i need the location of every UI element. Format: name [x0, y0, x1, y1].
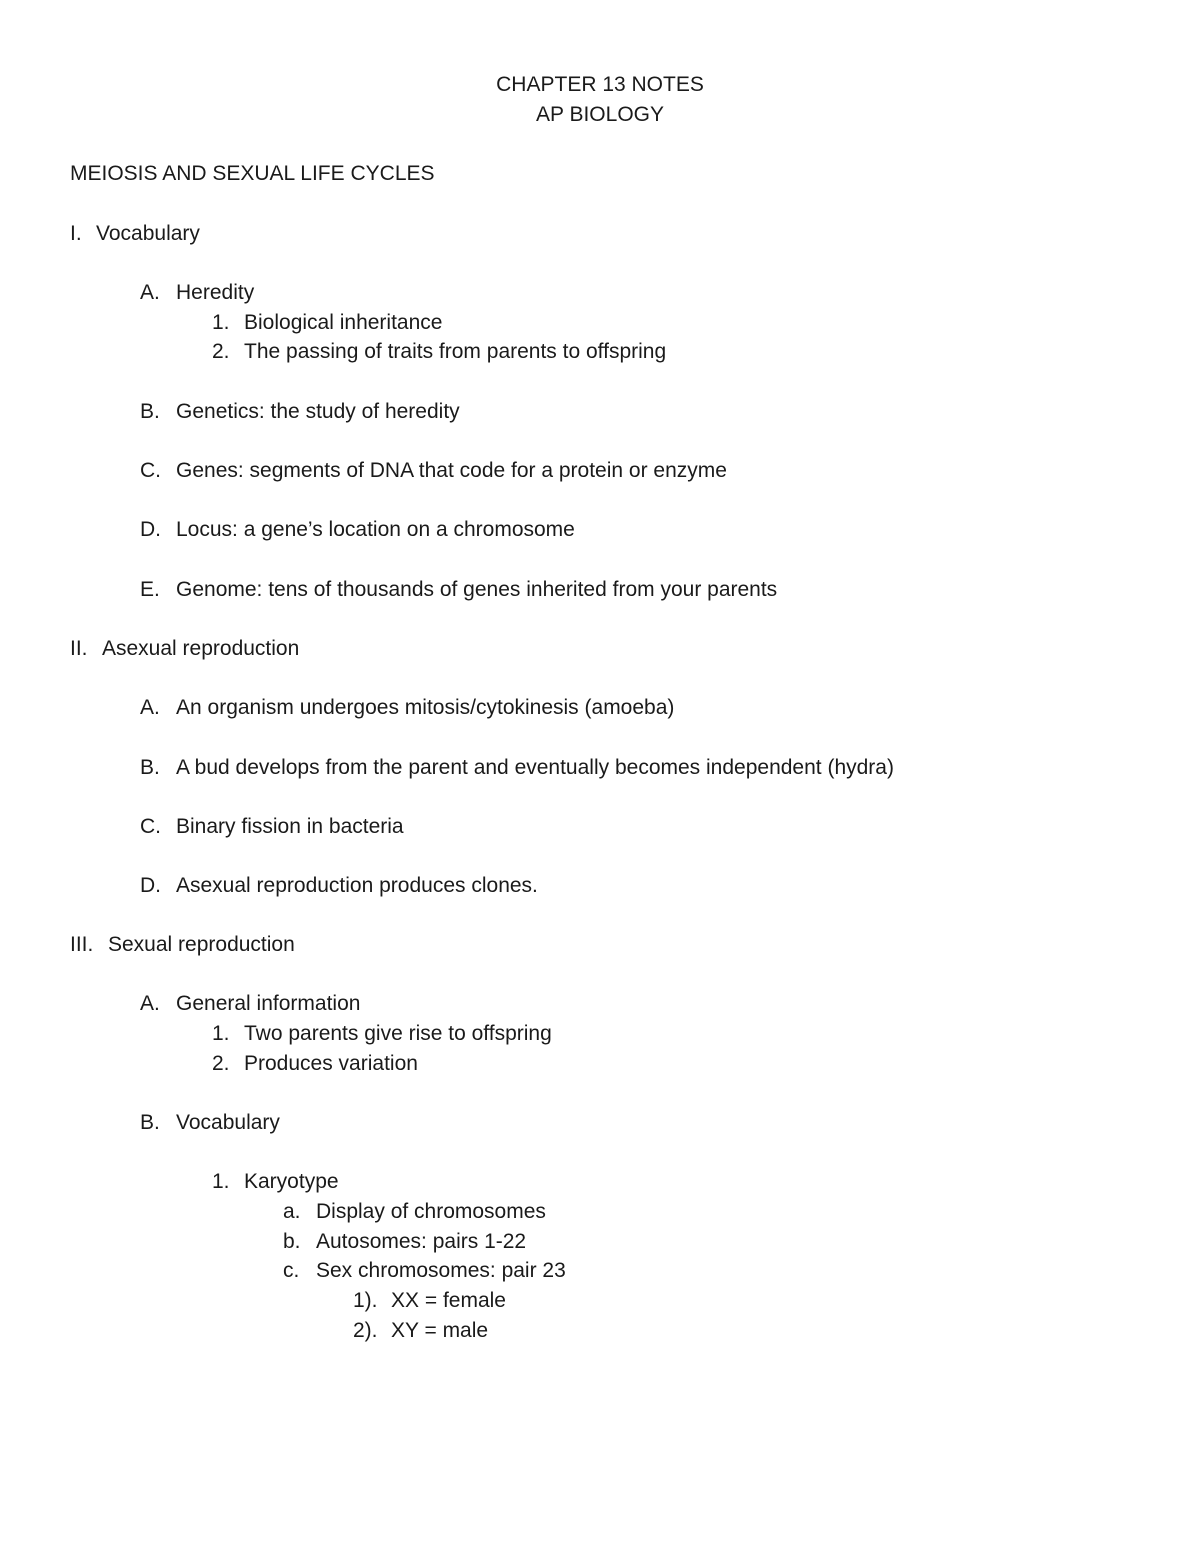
outline-item-I-C [140, 459, 727, 483]
outline-item-II-C [140, 815, 404, 839]
outline-label: 2. [212, 1052, 230, 1075]
outline-label: A. [140, 696, 160, 719]
outline-label: 2. [212, 340, 230, 363]
document-subtitle: AP BIOLOGY [536, 103, 664, 126]
outline-text: Display of chromosomes [316, 1200, 546, 1223]
outline-text: Autosomes: pairs 1-22 [316, 1230, 527, 1253]
outline-item-I [70, 222, 200, 246]
outline-text: XX = female [391, 1289, 506, 1312]
section-heading: MEIOSIS AND SEXUAL LIFE CYCLES [70, 162, 435, 185]
outline-text: Two parents give rise to offspring [244, 1022, 552, 1045]
outline-item-II [70, 637, 299, 661]
outline-text: An organism undergoes mitosis/cytokinesis (amoeba) [176, 696, 675, 719]
outline-label: 1). [353, 1289, 378, 1312]
outline-item-II-D [140, 874, 538, 898]
outline-item-III-B-1-c-2 [353, 1319, 488, 1343]
outline-text: Vocabulary [96, 222, 200, 245]
outline-label: III. [70, 933, 94, 956]
outline-text: Binary fission in bacteria [176, 815, 404, 838]
outline-item-III-B-1-a [283, 1200, 546, 1224]
outline-label: D. [140, 874, 161, 897]
outline-label: C. [140, 815, 161, 838]
outline-item-III-B-1-c [283, 1259, 566, 1283]
outline-label: I. [70, 222, 82, 245]
outline-item-III-A-1 [212, 1022, 552, 1046]
outline-label: b. [283, 1230, 301, 1253]
outline-text: Karyotype [244, 1170, 339, 1193]
outline-label: D. [140, 518, 161, 541]
outline-label: A. [140, 281, 160, 304]
outline-label: 1. [212, 311, 230, 334]
outline-text: Asexual reproduction [102, 637, 300, 660]
outline-item-III-A [140, 992, 360, 1016]
outline-text: Sex chromosomes: pair 23 [316, 1259, 566, 1282]
outline-item-II-B [140, 756, 894, 780]
outline-label: 2). [353, 1319, 378, 1342]
outline-text: Produces variation [244, 1052, 418, 1075]
outline-item-I-A-2 [212, 340, 666, 364]
outline-text: Sexual reproduction [108, 933, 295, 956]
outline-text: Heredity [176, 281, 255, 304]
outline-item-III [70, 933, 295, 957]
outline-label: c. [283, 1259, 300, 1282]
outline-text: General information [176, 992, 361, 1015]
outline-text: Genes: segments of DNA that code for a protein or enzyme [176, 459, 727, 482]
outline-label: B. [140, 1111, 160, 1134]
outline-label: B. [140, 756, 160, 779]
outline-item-II-A [140, 696, 674, 720]
outline-text: XY = male [391, 1319, 489, 1342]
outline-text: A bud develops from the parent and eventually becomes independent (hydra) [176, 756, 894, 779]
outline-text: The passing of traits from parents to offspring [244, 340, 667, 363]
outline-label: A. [140, 992, 160, 1015]
outline-item-I-D [140, 518, 575, 542]
outline-item-III-B-1-c-1 [353, 1289, 506, 1313]
outline-item-I-A-1 [212, 311, 442, 335]
outline-text: Locus: a gene’s location on a chromosome [176, 518, 575, 541]
outline-label: E. [140, 578, 160, 601]
outline-label: C. [140, 459, 161, 482]
outline-item-I-E [140, 578, 777, 602]
outline-item-I-B [140, 400, 460, 424]
outline-label: 1. [212, 1022, 230, 1045]
outline-text: Biological inheritance [244, 311, 443, 334]
outline-item-III-B-1-b [283, 1230, 526, 1254]
outline-text: Vocabulary [176, 1111, 280, 1134]
outline-label: 1. [212, 1170, 230, 1193]
outline-label: a. [283, 1200, 301, 1223]
outline-text: Asexual reproduction produces clones. [176, 874, 538, 897]
outline-label: II. [70, 637, 88, 660]
outline-text: Genome: tens of thousands of genes inherited from your parents [176, 578, 778, 601]
outline-item-III-B-1 [212, 1170, 339, 1194]
outline-label: B. [140, 400, 160, 423]
outline-text: Genetics: the study of heredity [176, 400, 460, 423]
outline-item-III-B [140, 1111, 280, 1135]
outline-item-III-A-2 [212, 1052, 418, 1076]
document-title: CHAPTER 13 NOTES [496, 73, 704, 96]
outline-item-I-A [140, 281, 254, 305]
